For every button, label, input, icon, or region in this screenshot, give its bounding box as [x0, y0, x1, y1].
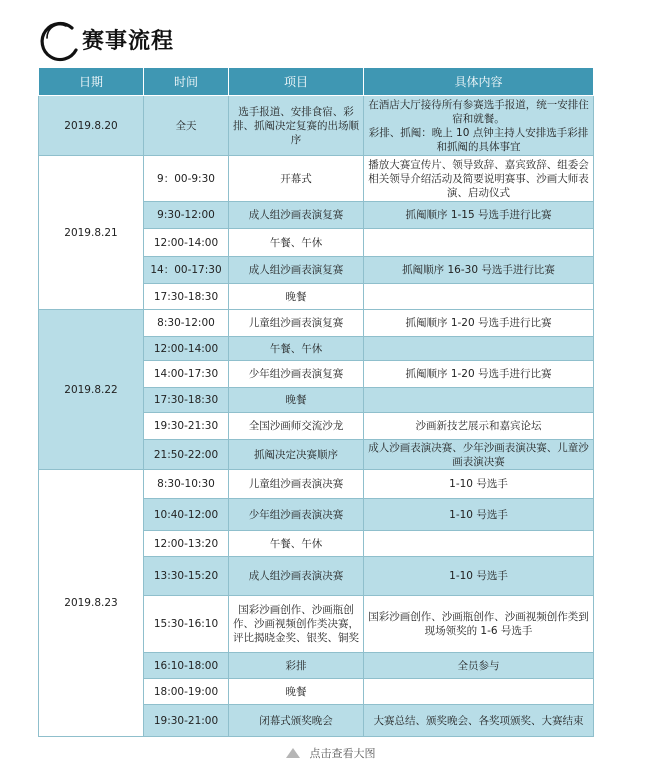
time-cell: 19:30-21:30: [144, 413, 229, 440]
time-cell: 18:00-19:00: [144, 679, 229, 705]
details-cell: 抓阄顺序 1-20 号选手进行比赛: [364, 361, 594, 388]
details-cell: [364, 337, 594, 361]
triangle-up-icon: [286, 748, 300, 758]
time-cell: 14:00-17:30: [144, 361, 229, 388]
time-cell: 12:00-14:00: [144, 229, 229, 257]
time-cell: 17:30-18:30: [144, 284, 229, 310]
details-cell: 国彩沙画创作、沙画瓶创作、沙画视频创作类到现场领奖的 1-6 号选手: [364, 596, 594, 653]
date-cell: 2019.8.21: [39, 156, 144, 310]
time-cell: 21:50-22:00: [144, 440, 229, 470]
item-cell: 闭幕式颁奖晚会: [229, 705, 364, 737]
details-cell: 大赛总结、颁奖晚会、各奖项颁奖、大赛结束: [364, 705, 594, 737]
time-cell: 9：00-9:30: [144, 156, 229, 202]
details-cell: 全员参与: [364, 653, 594, 679]
time-cell: 全天: [144, 96, 229, 156]
view-full-image-label: 点击查看大图: [309, 747, 376, 760]
time-cell: 13:30-15:20: [144, 557, 229, 596]
date-cell: 2019.8.23: [39, 470, 144, 737]
arc-logo-icon: [38, 20, 82, 64]
item-cell: 午餐、午休: [229, 337, 364, 361]
view-full-image-link[interactable]: [0, 745, 661, 761]
details-cell: 成人沙画表演决赛、少年沙画表演决赛、儿童沙画表演决赛: [364, 440, 594, 470]
item-cell: 成人组沙画表演复赛: [229, 202, 364, 229]
item-cell: 晚餐: [229, 679, 364, 705]
page-title: 赛事流程: [82, 29, 175, 54]
item-cell: 午餐、午休: [229, 531, 364, 557]
date-cell: 2019.8.22: [39, 310, 144, 470]
table-row: [39, 156, 594, 202]
details-cell: 在酒店大厅接待所有参赛选手报道，统一安排住宿和就餐。 彩排、抓阄：晚上 10 点钟主持人安排选手彩排和抓阄的具体事宜: [364, 96, 594, 156]
item-cell: 儿童组沙画表演决赛: [229, 470, 364, 499]
item-cell: 少年组沙画表演复赛: [229, 361, 364, 388]
time-cell: 8:30-10:30: [144, 470, 229, 499]
table-header-row: [39, 68, 594, 96]
item-cell: 开幕式: [229, 156, 364, 202]
details-cell: [364, 679, 594, 705]
item-cell: 全国沙画师交流沙龙: [229, 413, 364, 440]
header-date: 日期: [39, 68, 144, 96]
details-cell: 抓阄顺序 1-20 号选手进行比赛: [364, 310, 594, 337]
item-cell: 成人组沙画表演决赛: [229, 557, 364, 596]
item-cell: 晚餐: [229, 284, 364, 310]
item-cell: 晚餐: [229, 388, 364, 413]
schedule-table: [38, 67, 594, 737]
item-cell: 选手报道、安排食宿、彩排、抓阄决定复赛的出场顺序: [229, 96, 364, 156]
details-cell: 抓阄顺序 1-15 号选手进行比赛: [364, 202, 594, 229]
details-cell: [364, 284, 594, 310]
details-cell: 1-10 号选手: [364, 470, 594, 499]
details-cell: [364, 229, 594, 257]
table-row: [39, 96, 594, 156]
details-cell: 沙画新技艺展示和嘉宾论坛: [364, 413, 594, 440]
header-details: 具体内容: [364, 68, 594, 96]
time-cell: 15:30-16:10: [144, 596, 229, 653]
details-cell: [364, 531, 594, 557]
time-cell: 14：00-17:30: [144, 257, 229, 284]
header-item: 项目: [229, 68, 364, 96]
time-cell: 16:10-18:00: [144, 653, 229, 679]
time-cell: 12:00-13:20: [144, 531, 229, 557]
details-cell: [364, 388, 594, 413]
item-cell: 成人组沙画表演复赛: [229, 257, 364, 284]
item-cell: 午餐、午休: [229, 229, 364, 257]
schedule-body: [39, 96, 594, 737]
time-cell: 19:30-21:00: [144, 705, 229, 737]
time-cell: 8:30-12:00: [144, 310, 229, 337]
details-cell: 抓阄顺序 16-30 号选手进行比赛: [364, 257, 594, 284]
time-cell: 17:30-18:30: [144, 388, 229, 413]
time-cell: 10:40-12:00: [144, 499, 229, 531]
time-cell: 12:00-14:00: [144, 337, 229, 361]
details-cell: 1-10 号选手: [364, 557, 594, 596]
details-cell: 播放大赛宣传片、领导致辞、嘉宾致辞、组委会相关领导介绍活动及简要说明赛事、沙画大师表演、启动仪式: [364, 156, 594, 202]
header-time: 时间: [144, 68, 229, 96]
table-row: [39, 470, 594, 499]
table-row: [39, 310, 594, 337]
date-cell: 2019.8.20: [39, 96, 144, 156]
item-cell: 彩排: [229, 653, 364, 679]
item-cell: 儿童组沙画表演复赛: [229, 310, 364, 337]
details-cell: 1-10 号选手: [364, 499, 594, 531]
time-cell: 9:30-12:00: [144, 202, 229, 229]
item-cell: 国彩沙画创作、沙画瓶创作、沙画视频创作类决赛，评比揭晓金奖、银奖、铜奖: [229, 596, 364, 653]
item-cell: 少年组沙画表演决赛: [229, 499, 364, 531]
item-cell: 抓阄决定决赛顺序: [229, 440, 364, 470]
